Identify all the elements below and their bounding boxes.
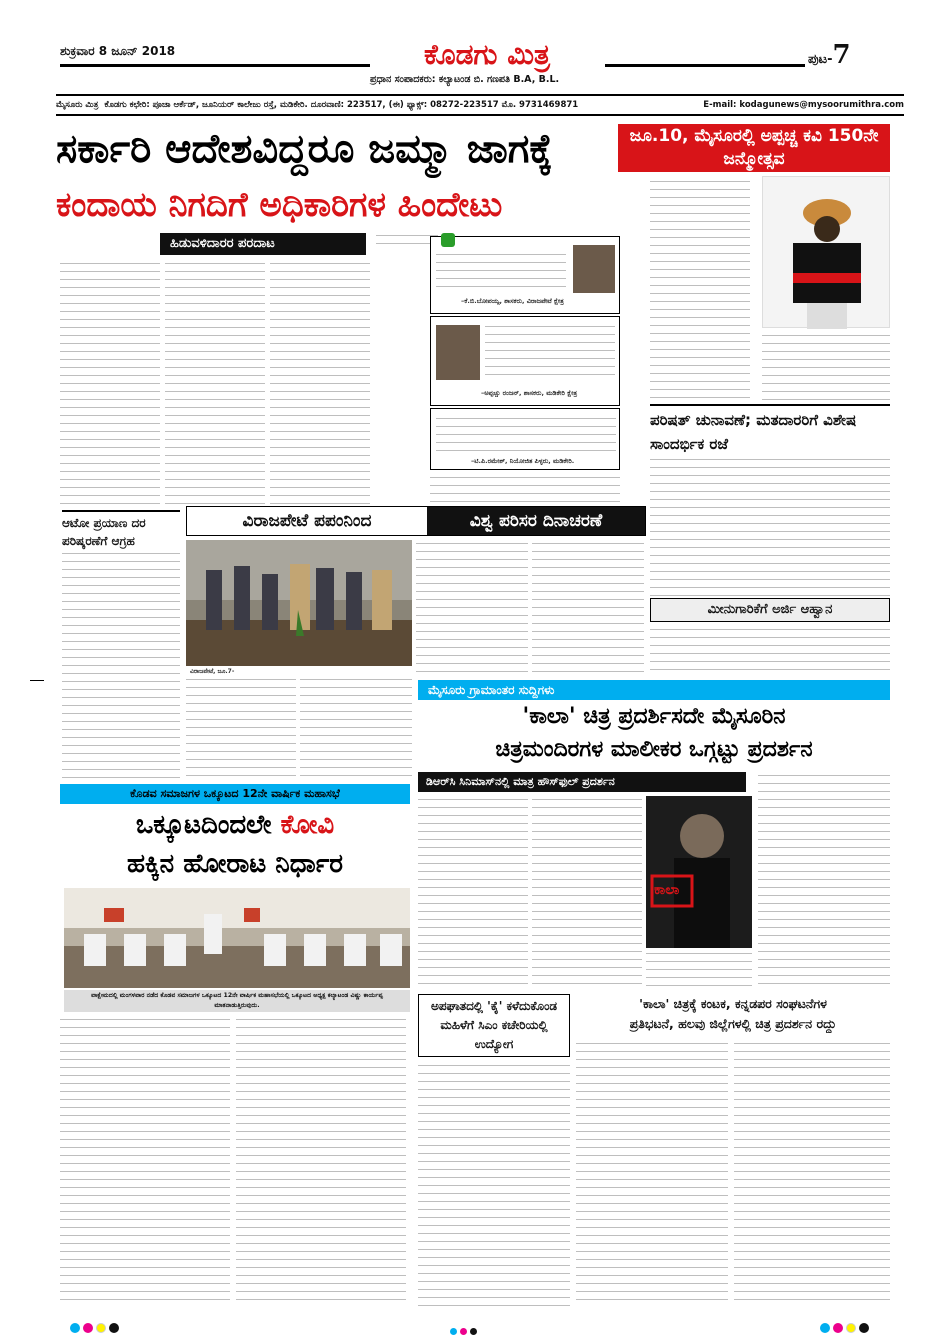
council-headline: ಪರಿಷತ್ ಚುನಾವಣೆ; ಮತದಾರರಿಗೆ ವಿಶೇಷ ಸಾಂದರ್ಭಿಕ ರಜೆ bbox=[650, 404, 890, 456]
fishery-headline-box bbox=[650, 598, 890, 622]
kodava-body-1 bbox=[60, 1016, 230, 1306]
mysore-strip-label: ಮೈಸೂರು ಗ್ರಾಮಾಂತರ ಸುದ್ದಿಗಳು bbox=[428, 683, 555, 697]
cyan-dot bbox=[820, 1323, 830, 1333]
poet-headline-box bbox=[618, 124, 890, 172]
env-body-3 bbox=[416, 540, 528, 676]
kaala-headline-1: 'ಕಾಲಾ' ಚಿತ್ರ ಪ್ರದರ್ಶಿಸದೇ ಮೈಸೂರಿನ bbox=[522, 704, 786, 729]
poet-body-1 bbox=[650, 178, 750, 400]
black-dot bbox=[109, 1323, 119, 1333]
editor-line: ಪ್ರಧಾನ ಸಂಪಾದಕರು: ಕಲ್ಯಾಟಂಡ ಬಿ. ಗಣಪತಿ B.A, B.L. bbox=[370, 74, 560, 85]
lead-body-col-1 bbox=[60, 260, 160, 505]
quote-2-attrib: –ಅಪ್ಪಚ್ಚು ರಂಜನ್, ಶಾಸಕರು, ಮಡಿಕೇರಿ ಕ್ಷೇತ್ರ bbox=[481, 389, 578, 397]
quote-2-text bbox=[485, 323, 615, 379]
env-headline-box bbox=[186, 506, 646, 536]
kaala-body-4 bbox=[758, 772, 890, 986]
auto-headline: ಆಟೋ ಪ್ರಯಾಣ ದರ ಪರಿಷ್ಕರಣೆಗೆ ಆಗ್ರಹ bbox=[62, 510, 180, 550]
quote-box-2 bbox=[430, 316, 620, 406]
black-dot bbox=[859, 1323, 869, 1333]
office-strip bbox=[56, 94, 904, 116]
env-photo-caption: ವಿರಾಜಪೇಟೆ, ಜೂ.7- bbox=[190, 668, 235, 675]
kodava-headline-1-black: ಒಕ್ಕೂಟದಿಂದಲೇ bbox=[135, 810, 272, 840]
kodava-headline-2: ಹಕ್ಕಿನ ಹೋರಾಟ ನಿರ್ಧಾರ bbox=[127, 849, 343, 879]
cyan-dot bbox=[450, 1328, 457, 1335]
quote-1-attrib: –ಕೆ.ಬಿ.ಬೋಪಯ್ಯ, ಶಾಸಕರು, ವಿರಾಜಪೇಟೆ ಕ್ಷೇತ್ರ bbox=[461, 297, 564, 305]
kaala2-headline-1: 'ಕಾಲಾ' ಚಿತ್ರಕ್ಕೆ ಕಂಟಕ, ಕನ್ನಡಪರ ಸಂಘಟನೆಗಳ bbox=[639, 996, 827, 1011]
kaala-subhead: ಡಿಆರ್‌ಸಿ ಸಿನಿಮಾಸ್‌ನಲ್ಲಿ ಮಾತ್ರ ಹೌಸ್‌ಫುಲ್ ಪ್ರದರ್ಶನ bbox=[418, 772, 746, 792]
black-dot bbox=[470, 1328, 477, 1335]
cyan-dot bbox=[70, 1323, 80, 1333]
registration-marks-left bbox=[70, 1318, 122, 1337]
env-body-4 bbox=[532, 540, 644, 676]
date-line: ಶುಕ್ರವಾರ 8 ಜೂನ್ 2018 bbox=[60, 44, 176, 58]
poster-title: ಕಾಲಾ bbox=[654, 882, 680, 898]
kodava-caption: ವಾಕ್ಷೇಮದಲ್ಲಿ ಮಂಗಳವಾರ ನಡೆದ ಕೊಡವ ಸಮಾಜಗಳ ಒಕ್ಕೂಟದ 12ನೇ ವಾರ್ಷಿಕ ಮಹಾಸಭೆಯಲ್ಲಿ ಒಕ್ಕೂಟದ ಅಧ್ಯಕ್ಷ ಕಲ್ಯಾಟಂಡ ವಿಷ್ಣು ಕಾರ್ಯಪ್ಪ ಮಾತನಾಡುತ್ತಿರುವುದು. bbox=[64, 990, 410, 1012]
poet-portrait bbox=[762, 176, 890, 328]
env-body-1 bbox=[186, 676, 296, 778]
poet-body-2 bbox=[762, 332, 890, 400]
auto-body bbox=[62, 550, 180, 780]
env-body-2 bbox=[300, 676, 412, 778]
magenta-dot bbox=[460, 1328, 467, 1335]
poet-headline: ಜೂ.10, ಮೈಸೂರಲ್ಲಿ ಅಪ್ಪಚ್ಚ ಕವಿ 150ನೇ ಜನ್ಮೋತ್ಸವ bbox=[629, 126, 879, 169]
quote-marker bbox=[441, 233, 455, 247]
contact-email: E-mail: kodagunews@mysoorumithra.com bbox=[703, 100, 904, 110]
crop-mark-left bbox=[30, 680, 44, 681]
poet-figure-icon bbox=[763, 177, 891, 329]
magenta-dot bbox=[833, 1323, 843, 1333]
env-headline-right: ವಿಶ್ವ ಪರಿಸರ ದಿನಾಚರಣೆ bbox=[427, 507, 645, 535]
registration-marks-center bbox=[450, 1320, 480, 1337]
quote-3-text bbox=[436, 415, 616, 451]
masthead bbox=[0, 0, 945, 120]
kaala2-body-2 bbox=[734, 1040, 890, 1306]
kaala-poster bbox=[646, 796, 752, 948]
magenta-dot bbox=[83, 1323, 93, 1333]
mla-photo-2 bbox=[436, 325, 480, 380]
yellow-dot bbox=[96, 1323, 106, 1333]
lead-body-col-3 bbox=[270, 260, 370, 505]
actor-poster-icon bbox=[646, 796, 752, 948]
kaala-body-3 bbox=[646, 950, 752, 986]
lead-kicker: ಹಿಡುವಳಿದಾರರ ಪರದಾಟ bbox=[160, 233, 366, 255]
masthead-divider-top bbox=[60, 64, 370, 67]
masthead-divider-top-right bbox=[605, 64, 805, 67]
kaala2-body-1 bbox=[576, 1040, 728, 1306]
masthead-title: ಕೊಡಗು ಮಿತ್ರ bbox=[423, 38, 550, 71]
kodava-strip-label: ಕೊಡವ ಸಮಾಜಗಳ ಒಕ್ಕೂಟದ 12ನೇ ವಾರ್ಷಿಕ ಮಹಾಸಭೆ bbox=[130, 787, 340, 800]
mla-photo-1 bbox=[573, 245, 615, 293]
council-body bbox=[650, 456, 890, 596]
kaala-headline-2: ಚಿತ್ರಮಂದಿರಗಳ ಮಾಲೀಕರ ಒಗ್ಗಟ್ಟು ಪ್ರದರ್ಶನ bbox=[495, 737, 813, 762]
env-headline-left: ವಿರಾಜಪೇಟೆ ಪಪಂನಿಂದ bbox=[242, 511, 372, 531]
quote-box-1 bbox=[430, 236, 620, 314]
page-number: 7 bbox=[832, 40, 851, 70]
office-address: ಕೊಡಗು ಕಛೇರಿ: ಪೂಜಾ ಆರ್ಕೆಡ್, ಜೂನಿಯರ್ ಕಾಲೇಜು ರಸ್ತೆ, ಮಡಿಕೇರಿ. ದೂರವಾಣಿ: 223517, (ಈ) ಫ್ಯಾಕ್ಸ್: 08272-223517 ಮೊ. 9731469871 bbox=[104, 100, 579, 110]
env-photo bbox=[186, 540, 412, 666]
yellow-dot bbox=[846, 1323, 856, 1333]
kodava-strip bbox=[60, 784, 410, 804]
lead-body-col-5 bbox=[430, 474, 620, 504]
mysore-strip bbox=[418, 680, 890, 700]
kaala-body-1 bbox=[418, 796, 528, 986]
registration-marks-right bbox=[820, 1318, 872, 1337]
kaala2-headline-2: ಪ್ರತಿಭಟನೆ, ಹಲವು ಜಿಲ್ಲೆಗಳಲ್ಲಿ ಚಿತ್ರ ಪ್ರದರ್ಶನ ರದ್ದು bbox=[629, 1016, 837, 1031]
kodava-body-2 bbox=[236, 1016, 406, 1306]
tree-planting-scene-icon bbox=[186, 540, 412, 666]
quote-box-3 bbox=[430, 408, 620, 470]
accident-body bbox=[418, 1062, 570, 1306]
quote-3-attrib: –ಟಿ.ಪಿ.ರಮೇಶ್, ನಿಯೋಜಿತ ಪಿಳ್ಳರು, ಮಡಿಕೇರಿ. bbox=[471, 457, 575, 465]
kodava-headline-1-red: ಕೋವಿ bbox=[280, 810, 335, 840]
meeting-scene-icon bbox=[64, 888, 410, 988]
accident-headline: ಅಪಘಾತದಲ್ಲಿ 'ಕೈ' ಕಳೆದುಕೊಂಡ ಮಹಿಳೆಗೆ ಸಿಎಂ ಕಚೇರಿಯಲ್ಲಿ ಉದ್ಯೋಗ bbox=[418, 994, 570, 1057]
quote-1-text bbox=[436, 251, 566, 291]
fishery-headline: ಮೀನುಗಾರಿಕೆಗೆ ಅರ್ಜಿ ಆಹ್ವಾನ bbox=[707, 602, 833, 617]
lead-body-col-2 bbox=[165, 260, 265, 505]
fishery-body bbox=[650, 626, 890, 670]
brand-tag: ಮೈಸೂರು ಮಿತ್ರ bbox=[56, 100, 99, 110]
kodava-headline-1 bbox=[60, 806, 410, 844]
kodava-photo bbox=[64, 888, 410, 988]
lead-headline-2: ಕಂದಾಯ ನಿಗದಿಗೆ ಅಧಿಕಾರಿಗಳ ಹಿಂದೇಟು bbox=[56, 185, 503, 225]
kaala-body-2 bbox=[532, 796, 642, 986]
lead-body-col-4 bbox=[376, 232, 438, 246]
lead-headline-1: ಸರ್ಕಾರಿ ಆದೇಶವಿದ್ದರೂ ಜಮ್ಮಾ ಜಾಗಕ್ಕೆ bbox=[56, 126, 553, 172]
page-number-box bbox=[808, 40, 851, 70]
page-label: ಪುಟ- bbox=[808, 52, 833, 67]
